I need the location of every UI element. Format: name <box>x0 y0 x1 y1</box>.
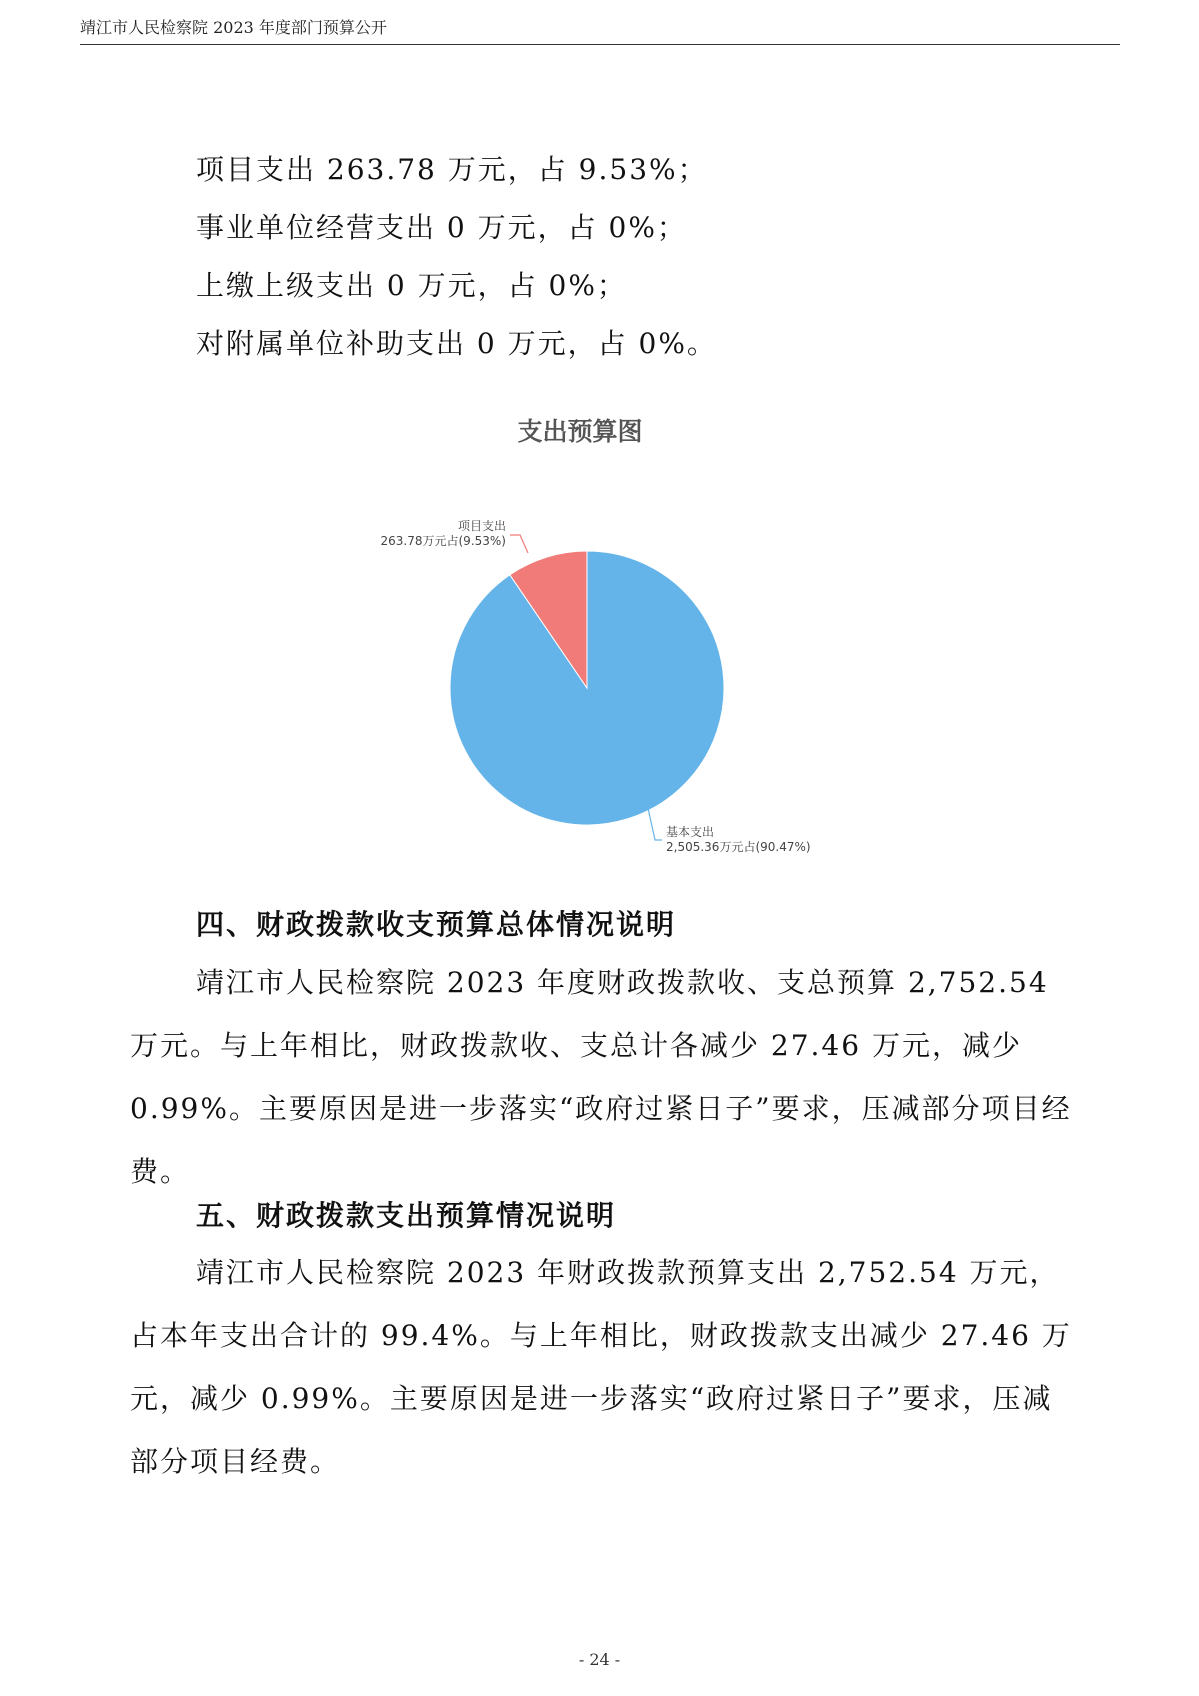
label-project-expense-value: 263.78万元占(9.53%) <box>380 534 506 548</box>
leader-line-basic-expense <box>648 808 662 840</box>
page-header <box>80 16 1120 45</box>
section4-heading: 四、财政拨款收支预算总体情况说明 <box>196 908 677 941</box>
intro-line-business-expense: 事业单位经营支出 0 万元，占 0%； <box>196 211 687 244</box>
leader-line-project-expense <box>510 535 528 553</box>
section4-body: 靖江市人民检察院 2023 年度财政拨款收、支总预算 2,752.54 万元。与上年相比，财政拨款收、支总计各减少 27.46 万元，减少 0.99%。主要原因是进一步落实“政府过紧日子”要求，压减部分项目经费。 <box>130 966 1072 1188</box>
pie-slice-project-expense <box>510 551 587 688</box>
chart-title: 支出预算图 <box>517 417 643 446</box>
label-basic-expense-value: 2,505.36万元占(90.47%) <box>666 840 811 854</box>
section5-body: 靖江市人民检察院 2023 年财政拨款预算支出 2,752.54 万元，占本年支出合计的 99.4%。与上年相比，财政拨款支出减少 27.46 万元，减少 0.99%。主要原因是进一步落实“政府过紧日子”要求，压减部分项目经费。 <box>130 1256 1072 1478</box>
header-title: 靖江市人民检察院 2023 年度部门预算公开 <box>80 18 387 37</box>
intro-line-subsidy-expense: 对附属单位补助支出 0 万元，占 0%。 <box>196 327 717 360</box>
intro-line-project-expense: 项目支出 263.78 万元，占 9.53%； <box>196 153 708 186</box>
label-basic-expense-name: 基本支出 <box>666 825 715 839</box>
page-number: - 24 - <box>578 1650 621 1669</box>
pie-slice-basic-expense <box>450 551 724 825</box>
intro-line-remit-expense: 上缴上级支出 0 万元，占 0%； <box>196 269 627 302</box>
label-project-expense-name: 项目支出 <box>457 519 506 533</box>
section5-heading: 五、财政拨款支出预算情况说明 <box>196 1199 617 1232</box>
